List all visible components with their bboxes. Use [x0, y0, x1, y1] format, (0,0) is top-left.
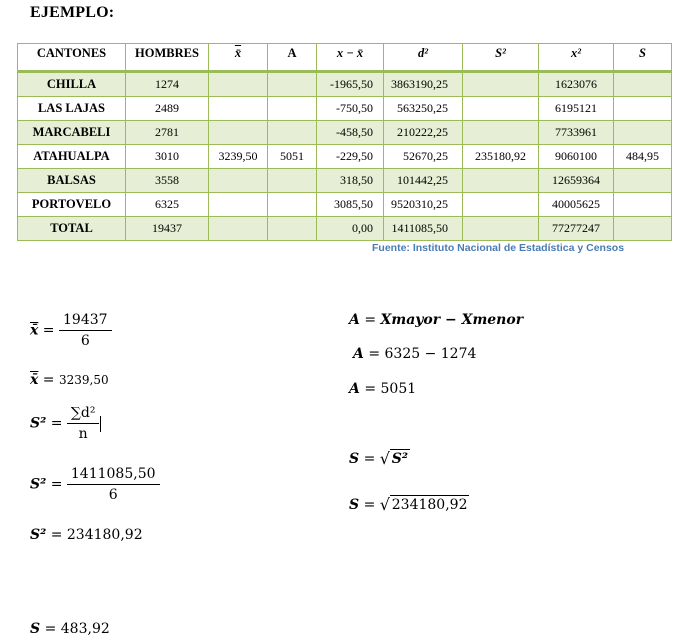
range-values: A = 6325 − 1274 — [353, 346, 477, 362]
table-cell — [463, 193, 539, 217]
table-cell: 318,50 — [317, 169, 384, 193]
table-row — [18, 193, 672, 217]
mean-fraction-formula: x̄ = $\frac{19437}{6}$ — [30, 312, 112, 349]
table-cell: 1411085,50 — [384, 217, 463, 241]
table-cell — [268, 72, 317, 97]
table-cell — [614, 169, 672, 193]
table-cell — [268, 193, 317, 217]
table-cell — [614, 217, 672, 241]
range-definition: A = Xmayor − Xmenor — [349, 312, 524, 328]
canton-name-cell: ATAHUALPA — [18, 145, 126, 169]
table-cell: 7733961 — [539, 121, 614, 145]
canton-name-cell: CHILLA — [18, 72, 126, 97]
table-cell: 52670,25 — [384, 145, 463, 169]
table-cell: 9520310,25 — [384, 193, 463, 217]
canton-name-cell: MARCABELI — [18, 121, 126, 145]
variance-result: S² = 234180,92 — [30, 527, 143, 543]
sd-values: S = √ 234180,92 — [349, 495, 468, 514]
table-cell — [463, 121, 539, 145]
canton-name-cell: TOTAL — [18, 217, 126, 241]
canton-name-cell: LAS LAJAS — [18, 97, 126, 121]
table-cell — [209, 193, 268, 217]
example-heading: EJEMPLO: — [30, 4, 115, 21]
column-header: S² — [463, 44, 539, 72]
table-cell — [268, 97, 317, 121]
table-cell — [463, 72, 539, 97]
table-row — [18, 217, 672, 241]
table-cell — [463, 169, 539, 193]
column-header: x̄ — [209, 44, 268, 72]
canton-name-cell: PORTOVELO — [18, 193, 126, 217]
table-cell: 2489 — [126, 97, 209, 121]
table-cell — [463, 217, 539, 241]
table-cell: -458,50 — [317, 121, 384, 145]
column-header: x² — [539, 44, 614, 72]
table-row — [18, 121, 672, 145]
statistics-table — [17, 43, 672, 241]
column-header: A — [268, 44, 317, 72]
variance-definition: S² = $\frac{\text{∑d²}}{n}$ — [30, 405, 101, 442]
table-cell: 3010 — [126, 145, 209, 169]
table-cell: 0,00 — [317, 217, 384, 241]
table-row — [18, 72, 672, 97]
table-cell: 5051 — [268, 145, 317, 169]
sd-definition: S = √ S² — [349, 449, 409, 468]
column-header: CANTONES — [18, 44, 126, 72]
table-cell — [209, 72, 268, 97]
canton-name-cell: BALSAS — [18, 169, 126, 193]
table-cell: 1274 — [126, 72, 209, 97]
column-header: x − x̄ — [317, 44, 384, 72]
table-cell — [614, 193, 672, 217]
table-cell — [268, 121, 317, 145]
table-cell — [268, 217, 317, 241]
range-result: A = 5051 — [349, 381, 417, 397]
table-cell: 210222,25 — [384, 121, 463, 145]
table-cell: 3085,50 — [317, 193, 384, 217]
table-cell: 484,95 — [614, 145, 672, 169]
table-cell — [209, 97, 268, 121]
table-row — [18, 169, 672, 193]
table-cell: -750,50 — [317, 97, 384, 121]
table-cell: 1623076 — [539, 72, 614, 97]
table-row — [18, 145, 672, 169]
table-cell: 3558 — [126, 169, 209, 193]
mean-result: x̄ = 3239,50 — [30, 372, 109, 388]
source-note: Fuente: Instituto Nacional de Estadística y Censos — [372, 242, 625, 254]
table-cell: 3239,50 — [209, 145, 268, 169]
sd-result: S = 483,92 — [30, 621, 110, 637]
table-cell — [209, 169, 268, 193]
table-row — [18, 97, 672, 121]
table-cell — [614, 121, 672, 145]
table-cell: 3863190,25 — [384, 72, 463, 97]
table-cell — [614, 72, 672, 97]
table-cell — [463, 97, 539, 121]
table-cell: 19437 — [126, 217, 209, 241]
variance-fraction-formula: S² = $\frac{1411085,50}{6}$ — [30, 466, 160, 503]
table-cell — [614, 97, 672, 121]
table-cell: 77277247 — [539, 217, 614, 241]
text-cursor — [100, 416, 101, 432]
table-cell: 40005625 — [539, 193, 614, 217]
table-cell — [209, 121, 268, 145]
table-cell: 235180,92 — [463, 145, 539, 169]
column-header: HOMBRES — [126, 44, 209, 72]
table-cell: 101442,25 — [384, 169, 463, 193]
table-cell: 12659364 — [539, 169, 614, 193]
table-cell: -229,50 — [317, 145, 384, 169]
column-header: S — [614, 44, 672, 72]
table-cell: -1965,50 — [317, 72, 384, 97]
table-cell: 6195121 — [539, 97, 614, 121]
table-cell — [209, 217, 268, 241]
column-header: d² — [384, 44, 463, 72]
table-cell: 563250,25 — [384, 97, 463, 121]
table-cell: 6325 — [126, 193, 209, 217]
table-cell: 2781 — [126, 121, 209, 145]
table-header-row — [18, 44, 672, 72]
table-cell — [268, 169, 317, 193]
table-cell: 9060100 — [539, 145, 614, 169]
